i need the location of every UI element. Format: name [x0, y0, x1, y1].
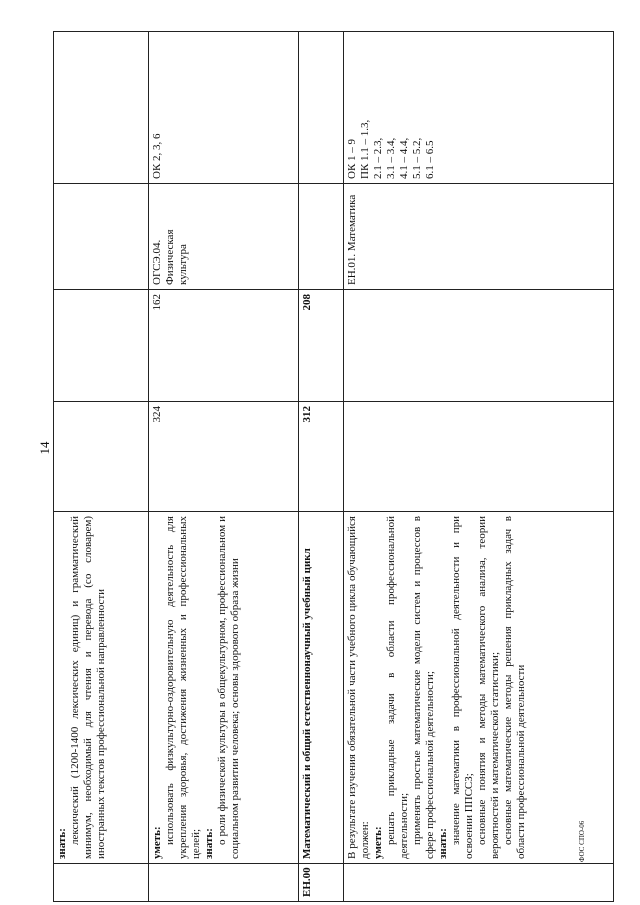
requirement-text: о роли физической культуры в общекультурном, профессиональном и социальном развитии человека; основы здорового образа жизни	[216, 516, 241, 859]
requirement-text: Математический и общий естественнонаучный учебный цикл	[301, 548, 313, 859]
competency-codes: ОК 2, 3, 6	[149, 32, 299, 184]
rotated-page	[53, 32, 613, 902]
hours-max: 312	[299, 402, 344, 512]
requirements-cell	[149, 512, 299, 864]
hours-max	[54, 402, 149, 512]
competency-codes	[54, 32, 149, 184]
requirement-text: решать прикладные задачи в области профессиональной деятельности;	[385, 516, 410, 859]
discipline-name	[299, 184, 344, 290]
hours-max	[344, 402, 614, 512]
footer-code: ФОС СПО-06	[578, 820, 586, 862]
hours-max: 324	[149, 402, 299, 512]
table-row	[54, 32, 149, 902]
requirement-text: В результате изучения обязательной части учебного цикла обучающийся должен:	[346, 516, 371, 859]
cycle-code: ЕН.00	[299, 864, 344, 902]
requirement-text: уметь:	[151, 826, 163, 859]
requirement-text: использовать физкультурно-оздоровительную деятельность для укрепления здоровья, достижения жизненных и профессиональных целей;	[164, 516, 202, 859]
hours-required: 162	[149, 290, 299, 402]
cycle-code	[54, 864, 149, 902]
requirement-text: знать:	[437, 828, 449, 859]
requirements-cell	[299, 512, 344, 864]
discipline-name	[54, 184, 149, 290]
requirement-text: знать:	[203, 828, 215, 859]
hours-required	[54, 290, 149, 402]
requirement-text: основные математические методы решения прикладных задач в области профессиональной деятельности	[502, 516, 527, 859]
requirements-cell	[344, 512, 614, 864]
table-row	[299, 32, 344, 902]
requirement-text: применять простые математические модели систем и процессов в сфере профессиональной деятельности;	[411, 516, 436, 859]
requirements-cell	[54, 512, 149, 864]
requirement-text: основные понятия и методы математического анализа, теории вероятностей и математической статистики;	[476, 516, 501, 859]
discipline-name: ОГСЭ.04. Физическая культура	[149, 184, 299, 290]
cycle-code	[149, 864, 299, 902]
requirement-text: значение математики в профессиональной деятельности и при освоении ППССЗ;	[450, 516, 475, 859]
competency-codes	[299, 32, 344, 184]
requirement-text: лексический (1200-1400 лексических единиц) и грамматический минимум, необходимый для чтения и перевода (со словарем) иностранных текстов профессиональной направленности	[69, 516, 107, 859]
table-row	[344, 32, 614, 902]
requirement-text: знать:	[56, 828, 68, 859]
discipline-name: ЕН.01. Математика	[344, 184, 614, 290]
hours-required: 208	[299, 290, 344, 402]
competency-codes: ОК 1 – 9 ПК 1.1 – 1.3, 2.1 – 2.3, 3.1 – 3.4, 4.1 – 4.4, 5.1 – 5.2, 6.1 – 6.5	[344, 32, 614, 184]
curriculum-table	[53, 31, 614, 902]
requirement-text: уметь:	[372, 826, 384, 859]
hours-required	[344, 290, 614, 402]
cycle-code	[344, 864, 614, 902]
table-row	[149, 32, 299, 902]
page-number: 14	[37, 441, 52, 455]
table-body	[54, 32, 614, 902]
